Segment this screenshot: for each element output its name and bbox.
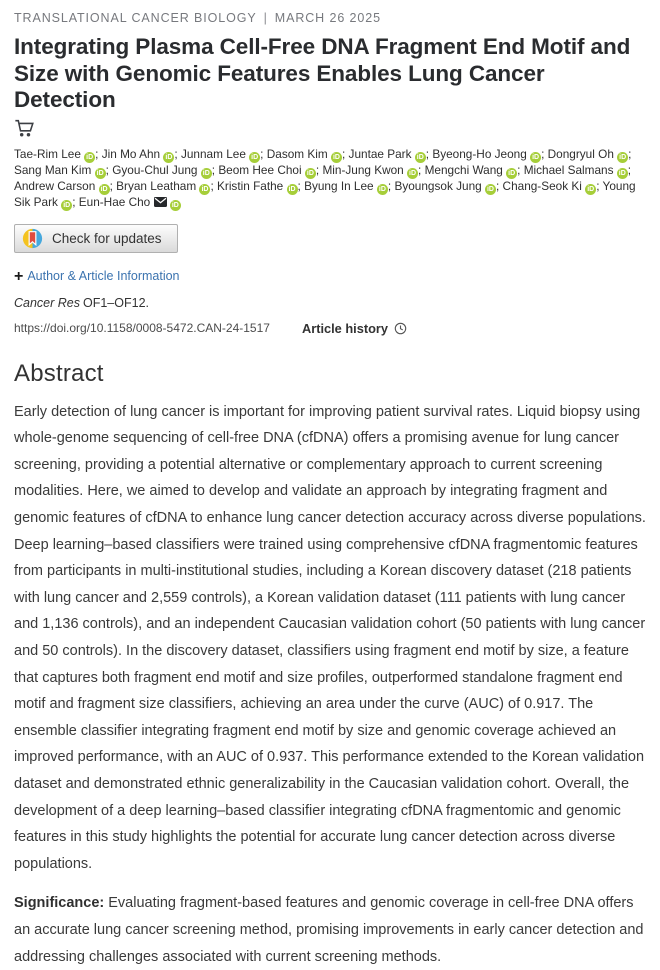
author-separator: ; xyxy=(105,162,109,177)
author-info-row xyxy=(14,268,650,286)
author[interactable] xyxy=(432,147,547,161)
cart-row xyxy=(14,118,650,142)
author-name[interactable]: Young Sik Park xyxy=(14,178,636,209)
article-date: MARCH 26 2025 xyxy=(274,11,381,25)
abstract-heading: Abstract xyxy=(14,359,104,387)
author[interactable] xyxy=(304,179,394,193)
orcid-icon[interactable]: iD xyxy=(251,153,259,161)
author[interactable] xyxy=(394,179,502,193)
author[interactable] xyxy=(14,163,112,177)
author[interactable] xyxy=(181,147,267,161)
citation xyxy=(14,296,650,310)
author-name[interactable]: Kristin Fathe xyxy=(217,178,284,193)
check-for-updates-label: Check for updates xyxy=(52,230,162,246)
author-separator: ; xyxy=(341,146,346,161)
orcid-icon[interactable]: iD xyxy=(619,153,627,161)
orcid-icon[interactable]: iD xyxy=(409,169,417,177)
orcid-icon[interactable]: iD xyxy=(618,169,626,177)
author-name[interactable]: Byeong-Ho Jeong xyxy=(432,146,527,161)
article-history-label: Article history xyxy=(301,320,389,336)
author-article-information-link[interactable]: Author & Article Information xyxy=(27,268,180,283)
clock-icon xyxy=(394,322,407,335)
author-name[interactable]: Junnam Lee xyxy=(180,146,246,161)
author-name[interactable]: Jin Mo Ahn xyxy=(101,146,161,161)
author-separator: ; xyxy=(596,178,600,193)
author-separator: ; xyxy=(628,146,632,161)
author[interactable] xyxy=(322,163,424,177)
author[interactable] xyxy=(548,147,632,161)
author-separator: ; xyxy=(95,146,99,161)
author-list xyxy=(14,147,650,211)
author-separator: ; xyxy=(210,178,214,193)
author[interactable] xyxy=(14,179,116,193)
author-name[interactable]: Tae-Rim Lee xyxy=(14,146,81,161)
author[interactable] xyxy=(14,147,102,161)
orcid-icon[interactable]: iD xyxy=(165,153,173,161)
author-name[interactable]: Chang-Seok Ki xyxy=(502,178,582,193)
author[interactable] xyxy=(503,179,603,193)
author-name[interactable]: Sang Man Kim xyxy=(14,162,92,177)
author-separator: ; xyxy=(517,162,521,177)
author[interactable] xyxy=(218,163,322,177)
author[interactable] xyxy=(79,195,181,209)
author-separator: ; xyxy=(425,146,430,161)
author-name[interactable]: Juntae Park xyxy=(348,146,412,161)
author-separator: ; xyxy=(72,194,76,209)
author-separator: ; xyxy=(315,162,320,177)
doi-link[interactable]: https://doi.org/10.1158/0008-5472.CAN-24-1517 xyxy=(14,321,270,336)
author-name[interactable]: Mengchi Wang xyxy=(424,162,503,177)
author-name[interactable]: Min-Jung Kwon xyxy=(322,162,404,177)
orcid-icon[interactable]: iD xyxy=(486,185,494,193)
author[interactable] xyxy=(112,163,218,177)
significance-paragraph xyxy=(14,890,650,970)
author-name[interactable]: Eun-Hae Cho xyxy=(78,194,151,209)
expand-plus-icon: + xyxy=(14,267,24,285)
orcid-icon[interactable]: iD xyxy=(416,153,424,161)
orcid-icon[interactable]: iD xyxy=(202,169,210,177)
add-to-cart-icon[interactable] xyxy=(14,118,36,144)
author-separator: ; xyxy=(495,178,500,193)
author[interactable] xyxy=(102,147,181,161)
author[interactable] xyxy=(524,163,631,177)
author-name[interactable]: Gyou-Chul Jung xyxy=(112,162,198,177)
orcid-icon[interactable]: iD xyxy=(63,201,71,209)
author-separator: ; xyxy=(260,146,264,161)
significance-label: Significance: xyxy=(14,895,105,912)
orcid-icon[interactable]: iD xyxy=(378,185,386,193)
orcid-icon[interactable]: iD xyxy=(201,185,209,193)
orcid-icon[interactable]: iD xyxy=(332,153,340,161)
orcid-icon[interactable]: iD xyxy=(306,169,314,177)
orcid-icon[interactable]: iD xyxy=(86,153,94,161)
author-name[interactable]: Bryan Leatham xyxy=(116,178,197,193)
breadcrumb xyxy=(14,11,650,25)
breadcrumb-separator: | xyxy=(263,11,268,25)
author-separator: ; xyxy=(109,178,113,193)
author-name[interactable]: Michael Salmans xyxy=(523,162,614,177)
orcid-icon[interactable]: iD xyxy=(96,169,104,177)
author-separator: ; xyxy=(627,162,632,177)
author-separator: ; xyxy=(174,146,178,161)
author-separator: ; xyxy=(211,162,216,177)
author[interactable] xyxy=(217,179,304,193)
article-category[interactable]: TRANSLATIONAL CANCER BIOLOGY xyxy=(14,11,257,25)
orcid-icon[interactable]: iD xyxy=(171,201,179,209)
orcid-icon[interactable]: iD xyxy=(288,185,296,193)
author-separator: ; xyxy=(387,178,392,193)
author-separator: ; xyxy=(418,162,422,177)
author-name[interactable]: Andrew Carson xyxy=(14,178,96,193)
article-history-link[interactable] xyxy=(302,321,407,336)
orcid-icon[interactable]: iD xyxy=(100,185,108,193)
author[interactable] xyxy=(267,147,349,161)
significance-body: Evaluating fragment-based features and genomic coverage in cell-free DNA offers an accurate lung cancer screening method, promising improvements in early cancer detection and addressing challenges associated with current screening methods. xyxy=(14,895,644,965)
abstract-text: Early detection of lung cancer is important for improving patient survival rates. Liquid biopsy using whole-genome sequencing of cell-free DNA (cfDNA) offers a promising avenue for lung cancer screening, providing a potential alternative or complementary approach to current screening modalities. Here, we aimed to develop and validate an approach by integrating fragment and genomic features of cfDNA to enhance lung cancer detection accuracy across diverse populations. Deep learning–based classifiers were trained using comprehensive cfDNA fragmentomic features from participants in multi-institutional studies, including a Korean discovery dataset (218 patients with lung cancer and 2,559 controls), a Korean validation dataset (111 patients with lung cancer and 1,136 controls), and an independent Caucasian validation cohort (50 patients with lung cancer and 50 controls). In the discovery dataset, classifiers using fragment end motif by size, a feature that captures both fragment end motif and size profiles, outperformed standalone fragment end motif and fragment size classifiers, achieving an area under the curve (AUC) of 0.917. The ensemble classifier integrating fragment end motif by size and genomic coverage achieved an improved performance, with an AUC of 0.937. This performance extended to the Korean validation dataset and demonstrated ethnic generalizability in the Caucasian validation cohort. Overall, the development of a deep learning–based classifier integrating cfDNA fragmentomic and genomic features in this study highlights the potential for accurate lung cancer detection across diverse populations. xyxy=(14,403,646,872)
author-separator: ; xyxy=(297,178,301,193)
author-separator: ; xyxy=(541,146,545,161)
email-icon xyxy=(154,197,167,207)
author-name[interactable]: Byoungsok Jung xyxy=(394,178,482,193)
crossmark-icon xyxy=(22,228,43,249)
author-name[interactable]: Dasom Kim xyxy=(266,146,328,161)
author-name[interactable]: Dongryul Oh xyxy=(547,146,614,161)
journal-name: Cancer Res xyxy=(14,295,80,310)
author-name[interactable]: Byung In Lee xyxy=(304,178,374,193)
orcid-icon[interactable]: iD xyxy=(532,153,540,161)
author-name[interactable]: Beom Hee Choi xyxy=(218,162,302,177)
author[interactable] xyxy=(116,179,217,193)
author[interactable] xyxy=(425,163,524,177)
orcid-icon[interactable]: iD xyxy=(508,169,516,177)
doi-row xyxy=(14,321,650,336)
check-for-updates-button[interactable] xyxy=(14,224,178,253)
page-title: Integrating Plasma Cell-Free DNA Fragment End Motif and Size with Genomic Features Enables Lung Cancer Detection xyxy=(14,34,631,113)
orcid-icon[interactable]: iD xyxy=(587,185,595,193)
page-range: OF1–OF12. xyxy=(83,295,149,310)
author[interactable] xyxy=(349,147,433,161)
